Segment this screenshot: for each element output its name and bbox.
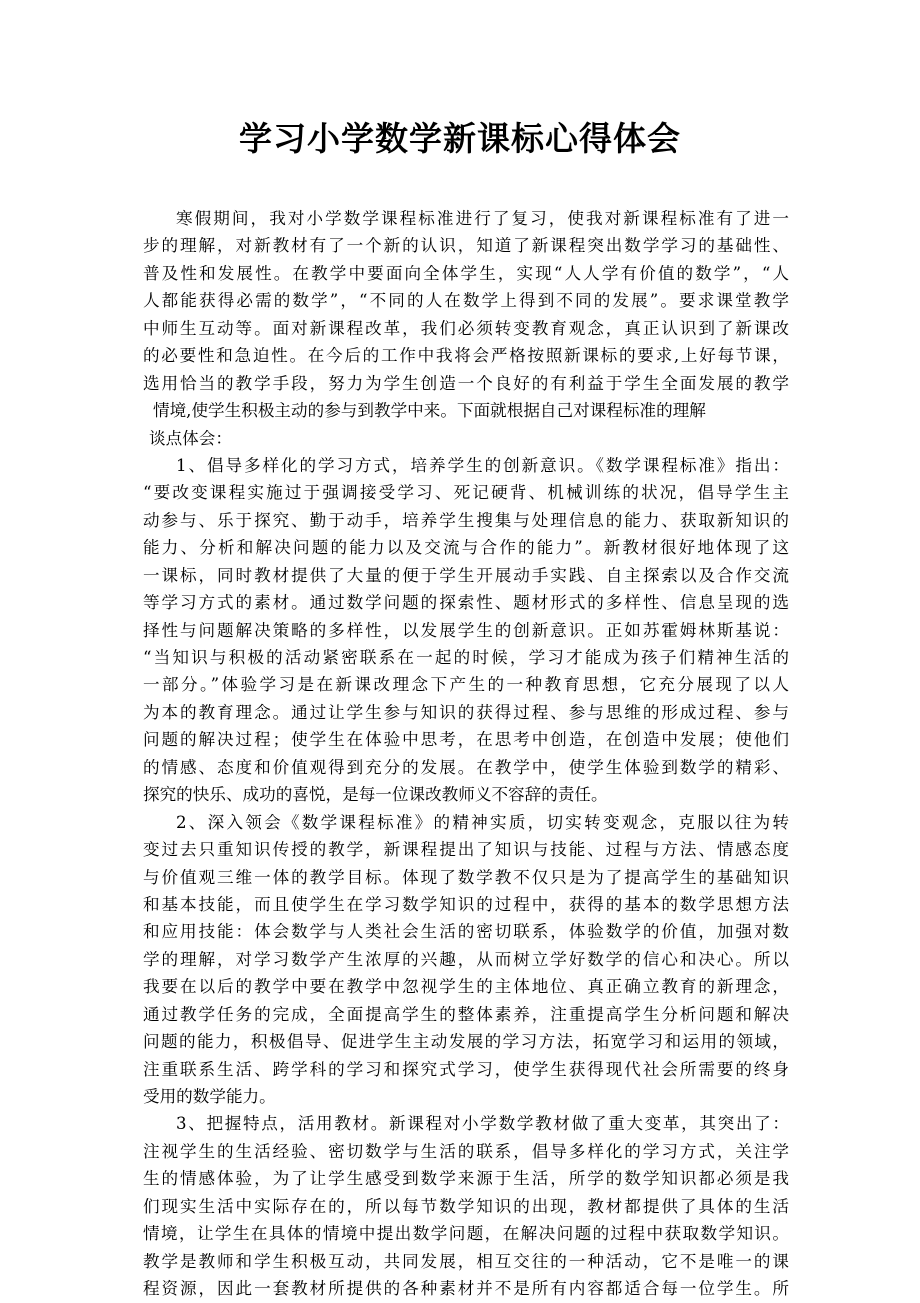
body-line: 中师生互动等。面对新课程改革，我们必须转变教育观念，真正认识到了新课改 xyxy=(143,318,789,338)
body-line: 择性与问题解决策略的多样性，以发展学生的创新意识。正如苏霍姆林斯基说： xyxy=(143,620,789,640)
body-line: 等学习方式的素材。通过数学问题的探索性、题材形式的多样性、信息呈现的选 xyxy=(143,593,789,613)
body-line: 注重联系生活、跨学科的学习和探究式学习，使学生获得现代社会所需要的终身 xyxy=(143,1059,789,1079)
body-line: 探究的快乐、成功的喜悦，是每一位课改教师义不容辞的责任。 xyxy=(143,785,608,805)
body-line: 程资源，因此一套教材所提供的各种素材并不是所有内容都适合每一位学生。所 xyxy=(143,1279,789,1299)
body-line: 问题的能力，积极倡导、促进学生主动发展的学习方法，拓宽学习和运用的领域， xyxy=(143,1032,789,1052)
body-line: 和应用技能：体会数学与人类社会生活的密切联系，体验数学的价值，加强对数 xyxy=(143,922,789,942)
body-line: 能力、分析和解决问题的能力以及交流与合作的能力”。新教材很好地体现了这 xyxy=(143,538,789,558)
body-line: 谈点体会： xyxy=(149,428,232,448)
body-line: 注视学生的生活经验、密切数学与生活的联系，倡导多样化的学习方式，关注学 xyxy=(143,1141,789,1161)
body-line: 步的理解，对新教材有了一个新的认识，知道了新课程突出数学学习的基础性、 xyxy=(143,236,789,256)
body-line: 学的理解，对学习数学产生浓厚的兴趣，从而树立学好数学的信心和决心。所以 xyxy=(143,949,789,969)
document-title: 学习小学数学新课标心得体会 xyxy=(239,119,681,158)
body-line: 一课标，同时教材提供了大量的便于学生开展动手实践、自主探索以及合作交流 xyxy=(143,565,789,585)
body-line: 与价值观三维一体的教学目标。体现了数学教不仅只是为了提高学生的基础知识 xyxy=(143,867,789,887)
body-line: 生的情感体验，为了让学生感受到数学来源于生活，所学的数学知识都必须是我 xyxy=(143,1169,789,1189)
body-line: 问题的解决过程；使学生在体验中思考，在思考中创造，在创造中发展；使他们 xyxy=(143,730,789,750)
body-line: 1、倡导多样化的学习方式，培养学生的创新意识。《数学课程标准》指出： xyxy=(176,455,789,475)
body-line: 我要在以后的教学中要在教学中忽视学生的主体地位、真正确立教育的新理念， xyxy=(143,977,789,997)
body-line: 3、把握特点，活用教材。新课程对小学数学教材做了重大变革，其突出了： xyxy=(176,1114,789,1134)
body-line: 普及性和发展性。在教学中要面向全体学生，实现“人人学有价值的数学”，“人 xyxy=(143,263,789,283)
body-line: 的必要性和急迫性。在今后的工作中我将会严格按照新课标的要求,上好每节课， xyxy=(143,346,789,366)
body-line: 为本的教育理念。通过让学生参与知识的获得过程、参与思维的形成过程、参与 xyxy=(143,702,789,722)
body-line: 情境,使学生积极主动的参与到教学中来。下面就根据自己对课程标准的理解 xyxy=(153,401,706,421)
body-line: 2、深入领会《数学课程标准》的精神实质，切实转变观念，克服以往为转 xyxy=(176,812,789,832)
body-line: 情境，让学生在具体的情境中提出数学问题，在解决问题的过程中获取数学知识。 xyxy=(143,1224,789,1244)
body-line: 通过教学任务的完成，全面提高学生的整体素养，注重提高学生分析问题和解决 xyxy=(143,1004,789,1024)
body-line: 教学是教师和学生积极互动，共同发展，相互交往的一种活动，它不是唯一的课 xyxy=(143,1251,789,1271)
body-line: 寒假期间，我对小学数学课程标准进行了复习，使我对新课程标准有了进一 xyxy=(176,209,789,228)
body-line: 变过去只重知识传授的教学，新课程提出了知识与技能、过程与方法、情感态度 xyxy=(143,840,789,860)
body-line: 们现实生活中实际存在的，所以每节数学知识的出现，教材都提供了具体的生活 xyxy=(143,1196,789,1216)
body-line: 人都能获得必需的数学”，“不同的人在数学上得到不同的发展”。要求课堂教学 xyxy=(143,291,789,311)
body-line: 动参与、乐于探究、勤于动手，培养学生搜集与处理信息的能力、获取新知识的 xyxy=(143,510,789,530)
body-line: 和基本技能，而且使学生在学习数学知识的过程中，获得的基本的数学思想方法 xyxy=(143,894,789,914)
body-line: “要改变课程实施过于强调接受学习、死记硬背、机械训练的状况，倡导学生主 xyxy=(143,483,789,503)
document-body xyxy=(143,205,789,1303)
body-line: 选用恰当的教学手段，努力为学生创造一个良好的有利益于学生全面发展的教学 xyxy=(143,373,789,393)
body-line: 受用的数学能力。 xyxy=(143,1087,276,1106)
body-line: 一部分。”体验学习是在新课改理念下产生的一种教育思想，它充分展现了以人 xyxy=(143,675,789,695)
body-line: 的情感、态度和价值观得到充分的发展。在教学中，使学生体验到数学的精彩、 xyxy=(143,757,789,777)
body-line: “当知识与积极的活动紧密联系在一起的时候，学习才能成为孩子们精神生活的 xyxy=(143,648,789,667)
